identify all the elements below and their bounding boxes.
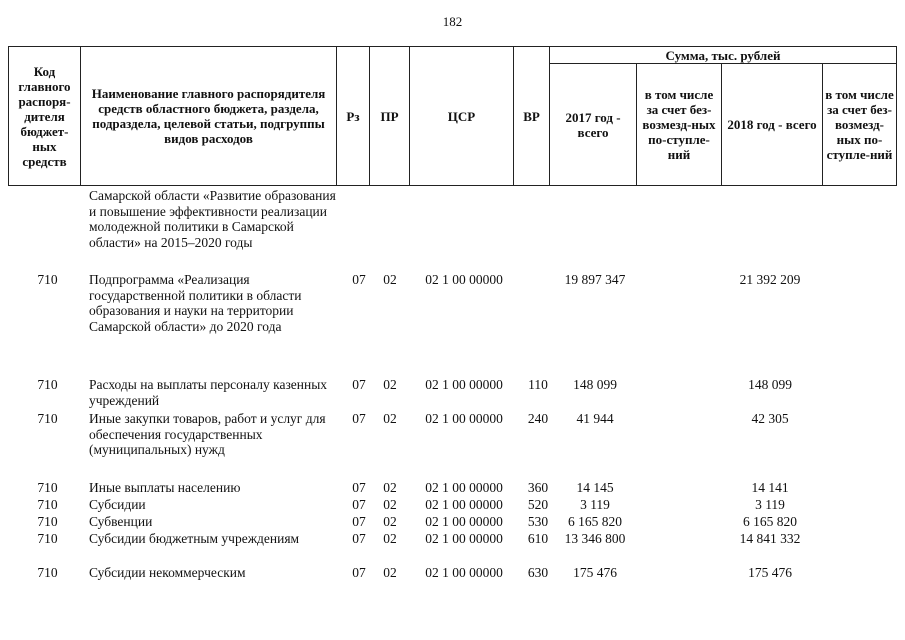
cell-sum-2017: 148 099 <box>573 377 617 392</box>
header-pr: ПР <box>370 47 410 186</box>
cell-sum-2017: 14 145 <box>576 480 614 495</box>
cell-vr: 530 <box>527 514 549 529</box>
cell-pr: 02 <box>383 411 397 426</box>
cell-pr: 02 <box>383 514 397 529</box>
cell-name: Субвенции <box>89 514 153 529</box>
cell-sum-2018: 42 305 <box>751 411 789 426</box>
header-name: Наименование главного распорядителя средств областного бюджета, раздела, подраздела, целевой статьи, подгруппы видов расходов <box>81 47 337 186</box>
cell-name: Субсидии некоммерческим <box>89 565 246 580</box>
cell-sum-2017: 13 346 800 <box>564 531 626 546</box>
cell-rz: 07 <box>352 411 366 426</box>
continuation-text: Самарской области «Развитие образования и повышение эффективности реализации молодежной политики в Самарской области» на 2015–2020 годы <box>89 188 336 250</box>
cell-code: 710 <box>37 565 58 580</box>
cell-pr: 02 <box>383 480 397 495</box>
header-rz: Рз <box>337 47 370 186</box>
header-sum: Сумма, тыс. рублей <box>550 47 897 64</box>
cell-name: Субсидии бюджетным учреждениям <box>89 531 300 546</box>
cell-pr: 02 <box>383 531 397 546</box>
cell-sum-2018: 21 392 209 <box>739 272 801 287</box>
cell-name: Иные выплаты населению <box>89 480 241 495</box>
header-2018-incl: в том числе за счет без-возмезд-ных по-ступле-ний <box>823 64 897 186</box>
cell-pr: 02 <box>383 565 397 580</box>
cell-code: 710 <box>37 377 58 392</box>
cell-pr: 02 <box>383 377 397 392</box>
cell-name: Расходы на выплаты персоналу казенных учреждений <box>89 377 328 408</box>
cell-code: 710 <box>37 497 58 512</box>
cell-csr: 02 1 00 00000 <box>425 497 503 512</box>
cell-csr: 02 1 00 00000 <box>425 565 503 580</box>
cell-code: 710 <box>37 514 58 529</box>
cell-csr: 02 1 00 00000 <box>425 411 503 426</box>
cell-vr: 610 <box>527 531 549 546</box>
cell-sum-2017: 41 944 <box>576 411 614 426</box>
cell-pr: 02 <box>383 497 397 512</box>
cell-sum-2018: 148 099 <box>748 377 792 392</box>
cell-sum-2018: 175 476 <box>748 565 792 580</box>
page-number: 182 <box>442 14 463 29</box>
cell-sum-2018: 6 165 820 <box>743 514 797 529</box>
cell-csr: 02 1 00 00000 <box>425 272 503 287</box>
cell-sum-2017: 175 476 <box>573 565 617 580</box>
cell-csr: 02 1 00 00000 <box>425 480 503 495</box>
header-2017-incl: в том числе за счет без-возмезд-ных по-ступле-ний <box>637 64 722 186</box>
header-2018-total: 2018 год - всего <box>722 64 823 186</box>
cell-rz: 07 <box>352 514 366 529</box>
cell-code: 710 <box>37 480 58 495</box>
cell-sum-2017: 6 165 820 <box>568 514 622 529</box>
cell-sum-2018: 3 119 <box>755 497 785 512</box>
cell-code: 710 <box>37 411 58 426</box>
cell-code: 710 <box>37 272 58 287</box>
cell-name: Иные закупки товаров, работ и услуг для обеспечения государственных (муниципальных) нужд <box>89 411 326 457</box>
header-code: Код главного распоря-дителя бюджет-ных средств <box>9 47 81 186</box>
cell-rz: 07 <box>352 531 366 546</box>
header-csr: ЦСР <box>410 47 514 186</box>
cell-vr: 520 <box>527 497 549 512</box>
cell-code: 710 <box>37 531 58 546</box>
cell-sum-2017: 19 897 347 <box>564 272 626 287</box>
cell-name: Подпрограмма «Реализация государственной политики в области образования и науки на территории Самарской области» до 2020 года <box>89 272 302 334</box>
cell-csr: 02 1 00 00000 <box>425 514 503 529</box>
cell-csr: 02 1 00 00000 <box>425 531 503 546</box>
cell-csr: 02 1 00 00000 <box>425 377 503 392</box>
cell-vr: 630 <box>527 565 549 580</box>
cell-rz: 07 <box>352 497 366 512</box>
cell-rz: 07 <box>352 480 366 495</box>
cell-rz: 07 <box>352 565 366 580</box>
cell-pr: 02 <box>383 272 397 287</box>
cell-vr: 110 <box>528 377 548 392</box>
cell-vr: 240 <box>527 411 549 426</box>
header-vr: ВР <box>514 47 550 186</box>
table-header <box>8 46 897 186</box>
cell-rz: 07 <box>352 272 366 287</box>
cell-rz: 07 <box>352 377 366 392</box>
header-2017-total: 2017 год - всего <box>550 64 637 186</box>
cell-sum-2017: 3 119 <box>580 497 610 512</box>
cell-name: Субсидии <box>89 497 146 512</box>
cell-vr: 360 <box>527 480 549 495</box>
cell-sum-2018: 14 141 <box>751 480 789 495</box>
cell-sum-2018: 14 841 332 <box>739 531 801 546</box>
